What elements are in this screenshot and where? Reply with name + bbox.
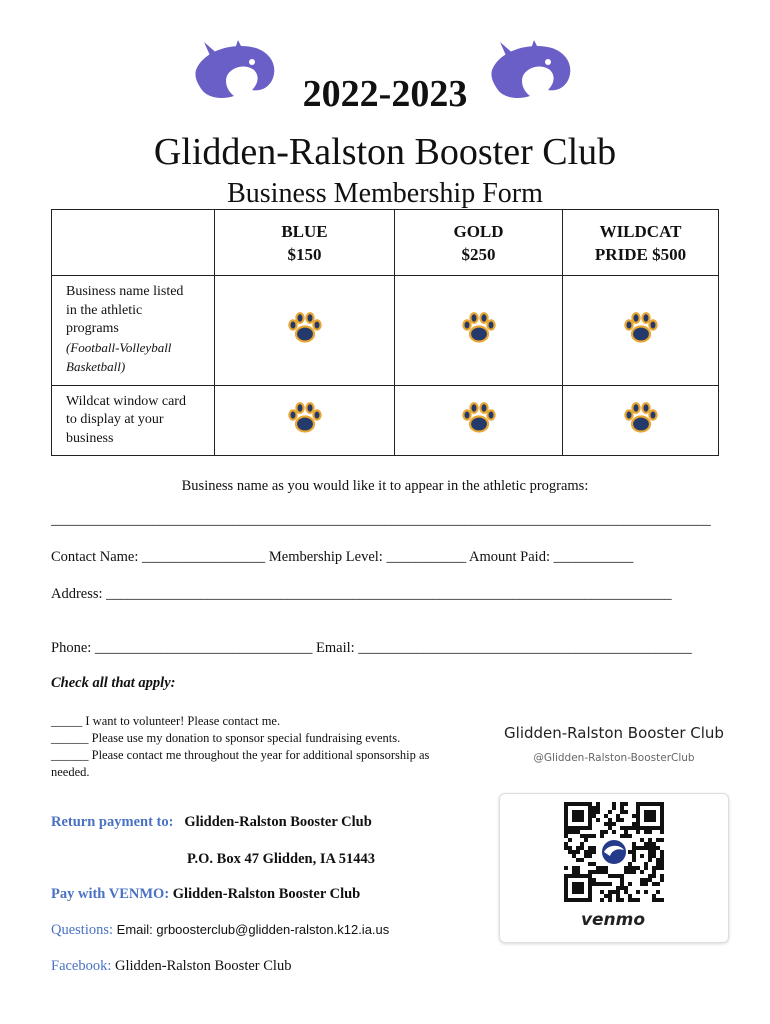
- level-blue-header: [215, 210, 395, 276]
- paw-print-icon: [623, 310, 659, 346]
- level-name: GOLD: [453, 221, 504, 241]
- questions-line: Questions: Email: grboosterclub@glidden-ralston.k12.ia.us: [51, 922, 390, 938]
- venmo-handle: @Glidden-Ralston-BoosterClub: [533, 752, 695, 764]
- business-name-field[interactable]: ___________________________________________________________________________________________: [51, 512, 711, 528]
- paw-print-icon: [461, 310, 497, 346]
- level-name: WILDCAT: [599, 221, 682, 241]
- paw-print-icon: [287, 400, 323, 436]
- form-title: Business Membership Form: [227, 178, 543, 209]
- facebook-line: Facebook: Glidden-Ralston Booster Club: [51, 958, 292, 974]
- business-name-prompt: Business name as you would like it to appear in the athletic programs:: [181, 478, 589, 494]
- check-item-contact[interactable]: ______ Please contact me throughout the year for additional sponsorship as needed.: [51, 748, 430, 779]
- po-box: P.O. Box 47 Glidden, IA 51443: [187, 851, 376, 867]
- table-corner-cell: [52, 210, 215, 276]
- year-heading: 2022-2023: [302, 73, 468, 115]
- check-item-volunteer[interactable]: _____ I want to volunteer! Please contact me.: [51, 714, 281, 728]
- contact-email[interactable]: Email: grboosterclub@glidden-ralston.k12.ia.us: [116, 922, 390, 937]
- return-payment-line: Return payment to: Glidden-Ralston Booster Club: [51, 814, 372, 830]
- check-heading: Check all that apply:: [51, 675, 176, 691]
- venmo-line: Pay with VENMO: Glidden-Ralston Booster Club: [51, 886, 361, 902]
- level-wildcat-header: [563, 210, 719, 276]
- level-gold-header: [395, 210, 563, 276]
- paw-print-icon: [287, 310, 323, 346]
- paw-print-icon: [623, 400, 659, 436]
- level-name: BLUE: [281, 221, 328, 241]
- level-price: $250: [461, 244, 496, 264]
- club-title: Glidden-Ralston Booster Club: [153, 131, 617, 173]
- venmo-account-name: Glidden-Ralston Booster Club: [504, 724, 724, 742]
- membership-levels-table: [51, 209, 719, 456]
- benefit-label: Business name listed in the athletic programs (Football-Volleyball Basketball): [52, 276, 215, 386]
- phone-email-fields[interactable]: Phone: ______________________________ Email: ______________________________________________: [51, 640, 692, 656]
- checklist: [51, 713, 471, 781]
- facebook-link[interactable]: Glidden-Ralston Booster Club: [115, 958, 292, 974]
- qr-code-icon[interactable]: [564, 802, 664, 902]
- check-item-donation[interactable]: ______ Please use my donation to sponsor special fundraising events.: [51, 731, 401, 745]
- contact-fields[interactable]: Contact Name: _________________ Membership Level: ___________ Amount Paid: ___________: [51, 549, 634, 565]
- level-price: $150: [287, 244, 322, 264]
- venmo-wordmark: venmo: [580, 910, 646, 930]
- address-field[interactable]: Address: ______________________________________________________________________________: [51, 586, 672, 602]
- paw-print-icon: [461, 400, 497, 436]
- level-price: PRIDE $500: [594, 244, 687, 264]
- benefit-label: Wildcat window card to display at your business: [52, 386, 215, 456]
